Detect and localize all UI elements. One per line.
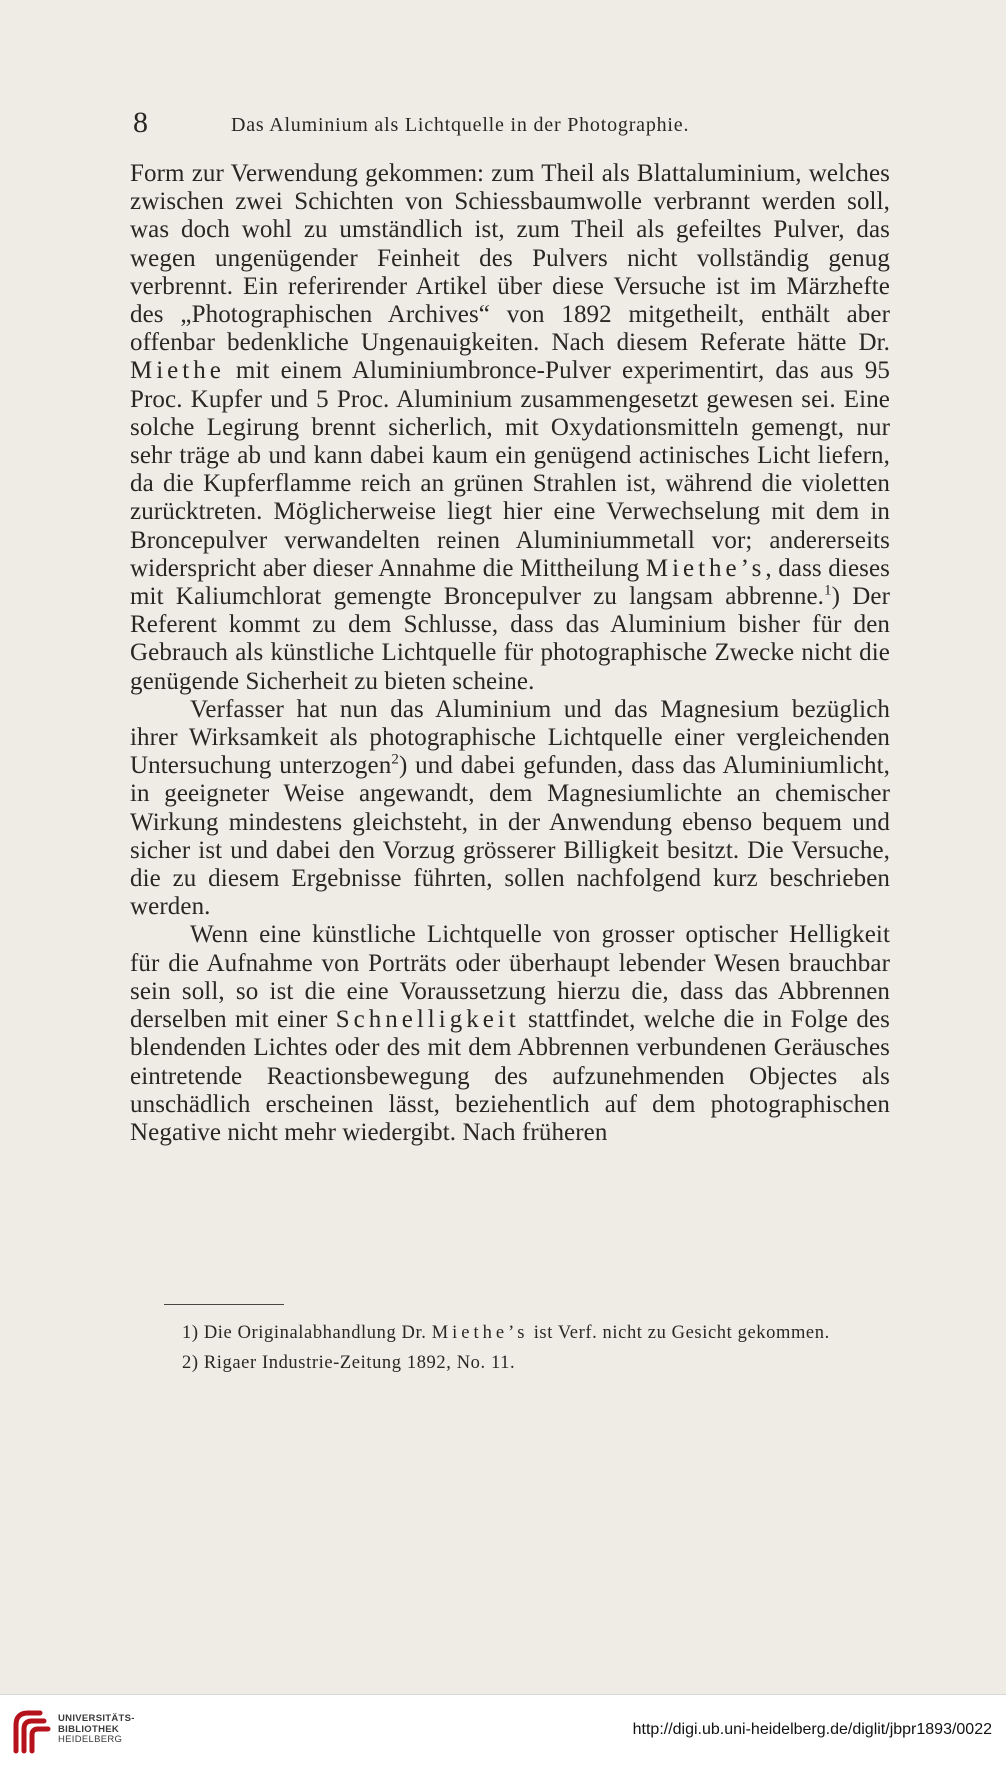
permalink-url[interactable]: http://digi.ub.uni-heidelberg.de/diglit/jbpr1893/0022 (632, 1721, 992, 1738)
library-name-line-3: HEIDELBERG (58, 1734, 123, 1745)
paragraph-1-text-a: Form zur Verwendung gekommen: zum Theil als Blattaluminium, welches zwischen zwei Schichten von Schiessbaumwolle verbrannt werden soll, was doch wohl zu umständlich ist, zum Theil als gefeiltes Pulver, das wegen ungenügender Feinheit des Pulvers nicht vollständig genug verbrennt. Ein referirender Artikel über diese Versuche ist im Märzhefte des „Photographischen Archives“ von 1892 mitgetheilt, enthält aber offenbar bedenkliche Ungenauigkeiten. Nach diesem Referate hätte Dr. (130, 160, 890, 357)
library-name-line-1: UNIVERSITÄTS- (58, 1713, 135, 1724)
author-name-spaced: Miethe (130, 357, 225, 385)
footnote-2: 2) Rigaer Industrie-Zeitung 1892, No. 11. (182, 1353, 516, 1373)
page-number: 8 (133, 106, 148, 139)
footnote-1-text-b: ist Verf. nicht zu Gesicht gekommen. (528, 1323, 830, 1343)
footer-bar (0, 1694, 1006, 1767)
paragraph-1-text-c: , dass dieses mit Kaliumchlorat gemengte Broncepulver zu langsam abbrenne. (130, 554, 890, 611)
library-name-line-2: BIBLIOTHEK (58, 1723, 120, 1735)
paragraph-3 (130, 921, 890, 1147)
footnotes (130, 1322, 890, 1382)
footnote-rule (164, 1304, 284, 1305)
paragraph-1 (130, 160, 890, 696)
emphasis-spaced: Schnelligkeit (335, 1006, 520, 1034)
footnote-author-spaced: Miethe’s (431, 1323, 529, 1343)
paragraph-2-text-b: ) und dabei gefunden, dass das Aluminiumlicht, in geeigneter Weise angewandt, dem Magnesiumlichte an chemischer Wirkung mindestens gleichsteht, in der Anwendung ebenso bequem und sicher ist und dabei den Vorzug grösserer Billigkeit besitzt. Die Versuche, die zu diesem Ergebnisse führten, sollen nachfolgend kurz beschrieben werden. (130, 752, 890, 921)
paragraph-2 (130, 696, 890, 922)
paragraph-3-text-a: Wenn eine künstliche Lichtquelle von grosser optischer Helligkeit für die Aufnahme von Porträts oder überhaupt lebender Wesen brauchbar sein soll, so ist die eine Voraussetzung hierzu die, dass das Abbrennen derselben mit einer (130, 921, 890, 1034)
footnote-ref-1: 1 (824, 582, 832, 599)
paragraph-1-text-d: ) Der Referent kommt zu dem Schlusse, dass das Aluminium bisher für den Gebrauch als künstliche Lichtquelle für photographische Zwecke nicht die genügende Sicherheit zu bieten scheine. (130, 583, 890, 695)
author-name-spaced: Miethe’s (645, 554, 766, 582)
footnote-1 (130, 1322, 890, 1344)
page-header (133, 106, 893, 140)
running-head: Das Aluminium als Lichtquelle in der Photographie. (231, 114, 690, 136)
footnote-1-text-a: 1) Die Originalabhandlung Dr. (182, 1323, 432, 1343)
paragraph-2-text-a: Verfasser hat nun das Aluminium und das Magnesium bezüglich ihrer Wirksamkeit als photographische Lichtquelle einer vergleichenden Untersuchung unterzogen (130, 695, 890, 780)
library-name (58, 1714, 135, 1746)
paragraph-3-text-b: stattfindet, welche die in Folge des blendenden Lichtes oder des mit dem Abbrennen verbundenen Geräusches eintretende Reactionsbewegung des aufzunehmenden Objectes als unschädlich erscheinen lässt, beziehentlich auf dem photographischen Negative nicht mehr wiedergibt. Nach früheren (130, 1006, 890, 1146)
footnote-ref-2: 2 (391, 751, 399, 768)
paragraph-1-text-b: mit einem Aluminiumbronce-Pulver experimentirt, das aus 95 Proc. Kupfer und 5 Proc. Aluminium zusammengesetzt gewesen sei. Eine solche Legirung brennt sicherlich, mit Oxydationsmitteln gemengt, nur sehr träge ab und kann dabei kaum ein genügend actinisches Licht liefern, da die Kupferflamme reich an grünen Strahlen ist, während die violetten zurücktreten. Möglicherweise liegt hier eine Verwechselung mit dem in Broncepulver verwandelten reinen Aluminiummetall vor; andererseits widerspricht aber dieser Annahme die Mittheilung (130, 357, 890, 582)
library-logo-icon[interactable] (10, 1703, 56, 1759)
body-text (130, 160, 890, 1147)
